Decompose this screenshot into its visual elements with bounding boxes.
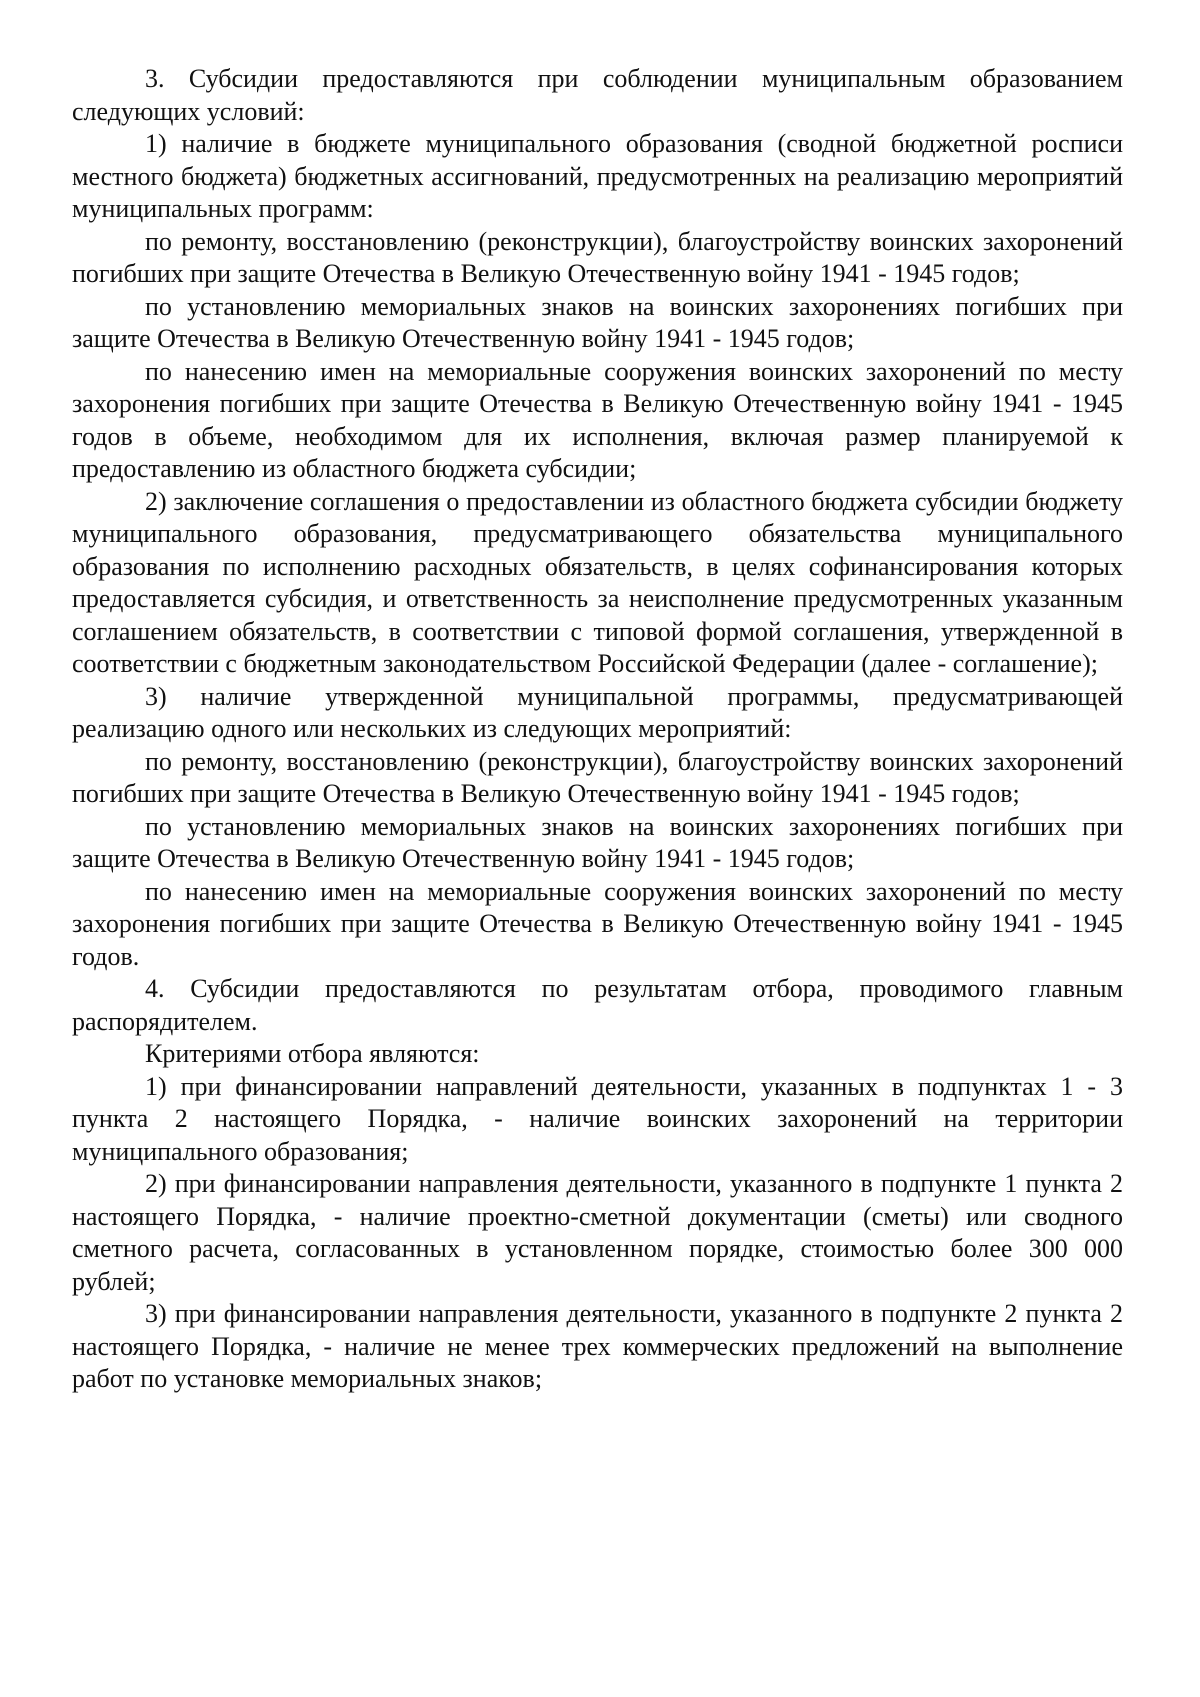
paragraph-condition-1-signs: по установлению мемориальных знаков на воинских захоронениях погибших при защите Отечества в Великую Отечественную войну 1941 - 1945 годов; xyxy=(72,291,1123,353)
paragraph-condition-3-names: по нанесению имен на мемориальные сооружения воинских захоронений по месту захоронения погибших при защите Отечества в Великую Отечественную войну 1941 - 1945 годов. xyxy=(72,876,1123,971)
paragraph-condition-1: 1) наличие в бюджете муниципального образования (сводной бюджетной росписи местного бюджета) бюджетных ассигнований, предусмотренных на реализацию мероприятий муниципальных программ: xyxy=(72,129,1123,223)
paragraph-condition-1-names: по нанесению имен на мемориальные сооружения воинских захоронений по месту захоронения погибших при защите Отечества в Великую Отечественную войну 1941 - 1945 годов в объеме, необходимом для их исполнения, включая размер планируемой к предоставлению из областного бюджета субсидии; xyxy=(72,356,1123,483)
paragraph-condition-1-repair: по ремонту, восстановлению (реконструкции), благоустройству воинских захоронений погибших при защите Отечества в Великую Отечественную войну 1941 - 1945 годов; xyxy=(72,226,1123,288)
paragraph-criterion-3: 3) при финансировании направления деятельности, указанного в подпункте 2 пункта 2 настоящего Порядка, - наличие не менее трех коммерческих предложений на выполнение работ по установке мемориальных знаков; xyxy=(72,1299,1123,1393)
paragraph-criterion-2: 2) при финансировании направления деятельности, указанного в подпункте 1 пункта 2 настоящего Порядка, - наличие проектно-сметной документации (сметы) или сводного сметного расчета, согласованных в установленном порядке, стоимостью более 300 000 рублей; xyxy=(72,1169,1123,1296)
paragraph-3-conditions: 3. Субсидии предоставляются при соблюдении муниципальным образованием следующих условий: xyxy=(72,64,1123,126)
paragraph-condition-2: 2) заключение соглашения о предоставлении из областного бюджета субсидии бюджету муниципального образования, предусматривающего обязательства муниципального образования по исполнению расходных обязательств, в целях софинансирования которых предоставляется субсидия, и ответственность за неисполнение предусмотренных указанным соглашением обязательств, в соответствии с типовой формой соглашения, утвержденной в соответствии с бюджетным законодательством Российской Федерации (далее - соглашение); xyxy=(72,486,1123,678)
paragraph-4-selection: 4. Субсидии предоставляются по результатам отбора, проводимого главным распорядителем. xyxy=(72,974,1123,1036)
paragraph-condition-3-signs: по установлению мемориальных знаков на воинских захоронениях погибших при защите Отечества в Великую Отечественную войну 1941 - 1945 годов; xyxy=(72,811,1123,873)
paragraph-condition-3-repair: по ремонту, восстановлению (реконструкции), благоустройству воинских захоронений погибших при защите Отечества в Великую Отечественную войну 1941 - 1945 годов; xyxy=(72,746,1123,808)
paragraph-condition-3: 3) наличие утвержденной муниципальной программы, предусматривающей реализацию одного или нескольких из следующих мероприятий: xyxy=(72,681,1123,743)
paragraph-criteria-heading: Критериями отбора являются: xyxy=(145,1039,480,1068)
document-page xyxy=(72,63,1123,1396)
paragraph-criterion-1: 1) при финансировании направлений деятельности, указанных в подпунктах 1 - 3 пункта 2 настоящего Порядка, - наличие воинских захоронений на территории муниципального образования; xyxy=(72,1071,1123,1166)
